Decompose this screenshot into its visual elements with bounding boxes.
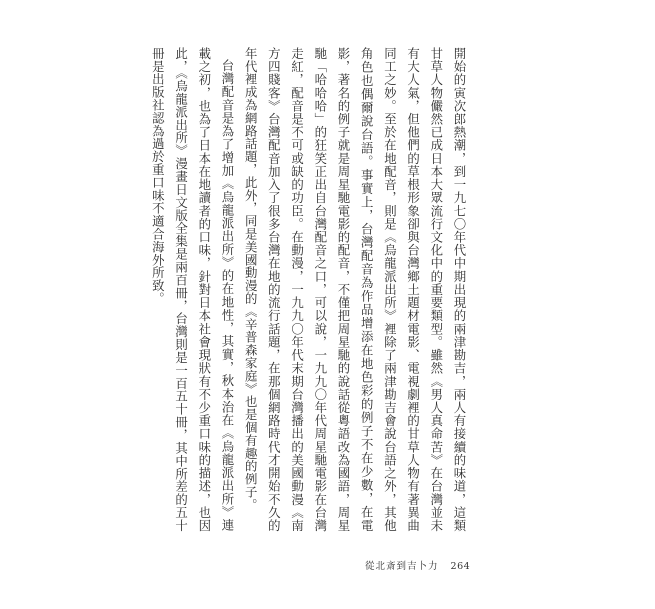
paragraph-1: 開始的寅次郎熱潮，到一九七〇年代中期出現的兩津勘吉，兩人有接續的味道，這類甘草人物儼然已成日本大眾流行文化中的重要類型。雖然《男人真命苦》在台灣並未有大人氣，但他們的草根形象卻與台灣鄉土題材電影、電視劇裡的甘草人物有著異曲同工之妙。至於在地配音，則是《烏龍派出所》裡除了兩津勘吉會說台語之外，其他角色也偶爾說台語。事實上，台灣配音為作品增添在地色彩的例子不在少數，在電影，著名的例子就是周星馳電影的配音，不僅把周星馳的說話從粵語改為國語，周星馳「哈哈哈」的狂笑正出自台灣配音之口，可以說，一九九〇年代周星馳電影在台灣走紅，配音是不可或缺的功臣。在動漫，一九九〇年代末期台灣播出的美國動漫《南方四賤客》台灣配音加入了很多台灣在地的流行話題，在那個網路時代才開始不久的年代裡成為網路話題，此外，同是美國動漫的《辛普森家庭》也是個有趣的例子。	[243, 47, 467, 532]
paragraph-2: 台灣配音是為了增加《烏龍派出所》的在地性，其實，秋本治在《烏龍派出所》連載之初，也為了日本在地讀者的口味，針對日本社會現狀有不少重口味的描述，也因此，《烏龍派出所》漫畫日文版全集是兩百冊，台灣則是一百五十冊，其中所差的五十冊是出版社認為過於重口味不適合海外所致。	[150, 47, 235, 532]
body-text	[150, 47, 471, 532]
page-number: 264	[450, 561, 471, 572]
page-footer	[365, 558, 470, 572]
running-title: 從北斎到吉卜力	[365, 561, 439, 572]
